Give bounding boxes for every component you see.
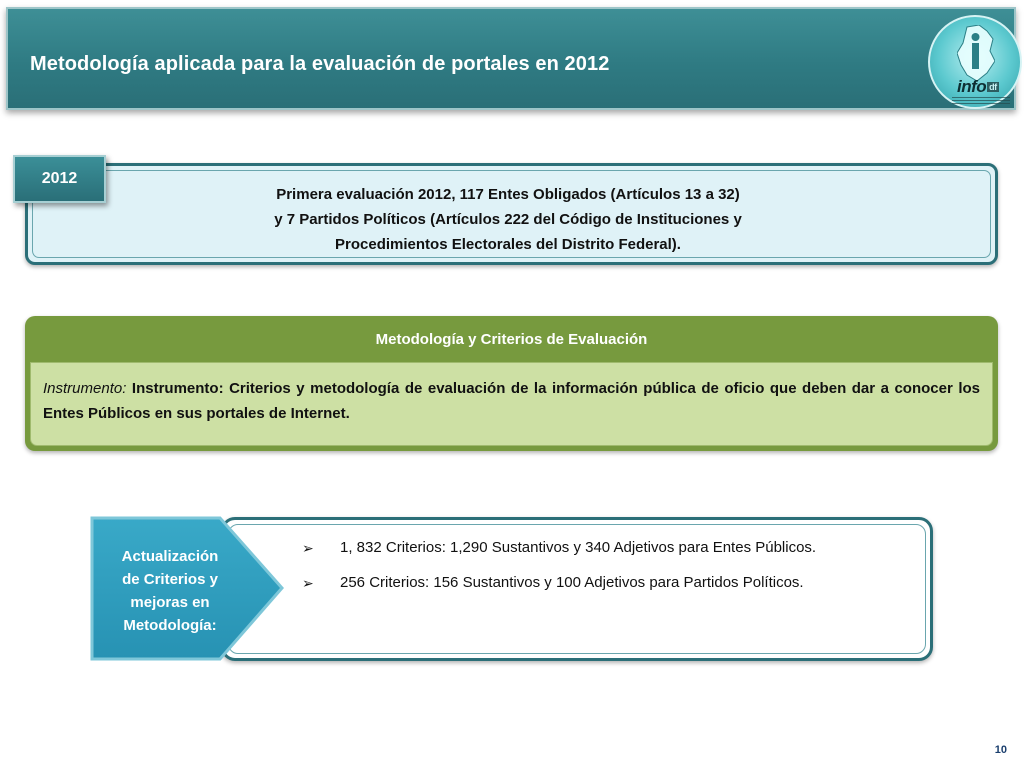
logo-text: info df [957, 77, 997, 96]
evaluation-2012-box [25, 163, 998, 265]
criteria-bullet-list [302, 536, 914, 606]
methodology-box [25, 316, 998, 451]
evaluation-2012-line: Primera evaluación 2012, 117 Entes Obligados (Artículos 13 a 32) [276, 186, 740, 203]
methodology-heading: Metodología y Criterios de Evaluación [375, 330, 648, 348]
bullet-text: 1, 832 Criterios: 1,290 Sustantivos y 340 Adjetivos para Entes Públicos. [340, 539, 817, 556]
evaluation-2012-text [208, 182, 808, 257]
page-number: 10 [994, 744, 1007, 756]
criteria-label-line: Actualización [121, 548, 219, 565]
methodology-description: Instrumento: Criterios y metodología de evaluación de la información pública de oficio que deben dar a conocer los Entes Públicos en sus portales de Internet. [43, 380, 981, 422]
list-item [302, 536, 914, 560]
criteria-label-line: mejoras en [130, 594, 210, 611]
criteria-label [104, 545, 236, 637]
evaluation-2012-line: y 7 Partidos Políticos (Artículos 222 del Código de Instituciones y [274, 211, 742, 228]
slide-header [6, 7, 1016, 110]
methodology-text [43, 376, 980, 426]
arrow-bullet-icon: ➢ [302, 575, 314, 591]
slide-title: Metodología aplicada para la evaluación de portales en 2012 [30, 53, 610, 75]
methodology-label: Instrumento: [43, 380, 127, 397]
infodf-logo-icon [928, 15, 1022, 109]
logo-subtitle-lines [952, 97, 1010, 105]
criteria-label-line: de Criterios y [122, 571, 218, 588]
evaluation-2012-line: Procedimientos Electorales del Distrito Federal). [335, 236, 681, 253]
year-tag: 2012 [13, 155, 106, 203]
list-item [302, 571, 914, 595]
methodology-body [30, 362, 993, 446]
criteria-label-line: Metodología: [123, 617, 217, 634]
map-icon [957, 25, 995, 81]
bullet-text: 256 Criterios: 156 Sustantivos y 100 Adjetivos para Partidos Políticos. [340, 574, 804, 591]
arrow-bullet-icon: ➢ [302, 540, 314, 556]
